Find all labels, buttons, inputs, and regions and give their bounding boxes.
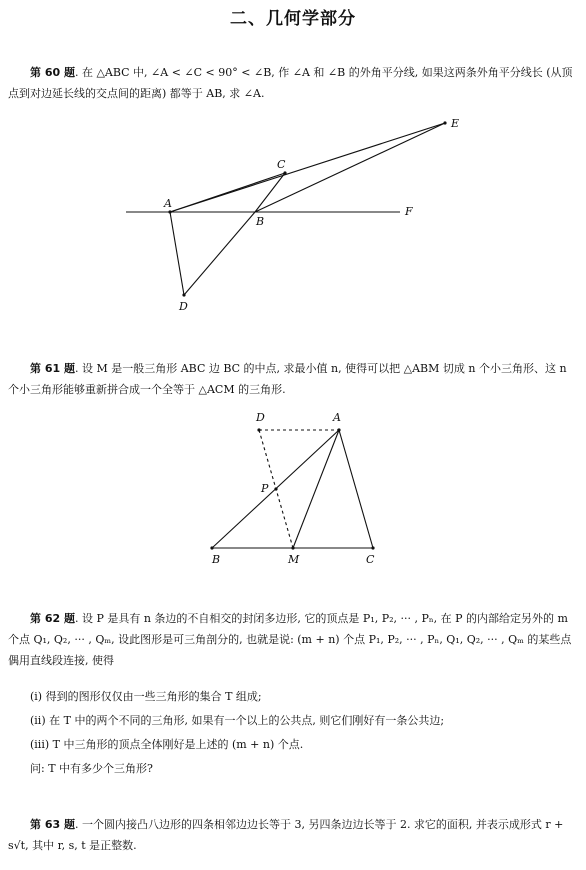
label-F: F	[405, 205, 413, 218]
problem-61	[8, 358, 578, 400]
problem-62-number: 第 62 题	[30, 612, 75, 625]
problem-63	[8, 814, 578, 856]
problem-61-number: 第 61 题	[30, 362, 75, 375]
problem-60-number: 第 60 题	[30, 66, 75, 79]
label-C: C	[277, 158, 286, 171]
label-B2: B	[212, 553, 221, 566]
point-E	[443, 121, 446, 124]
label-A: A	[164, 197, 172, 210]
segment-AD	[170, 212, 184, 295]
problem-62-question: 问: T 中有多少个三角形?	[30, 762, 153, 775]
label-C2: C	[366, 553, 375, 566]
point-C2	[371, 546, 374, 549]
problem-63-text: . 一个圆内接凸八边形的四条相邻边边长等于 3, 另四条边边长等于 2. 求它的面积, 并表示成形式 r + s√t, 其中 r, s, t 是正整数.	[8, 818, 564, 852]
label-P: P	[261, 482, 269, 495]
label-D2: D	[256, 411, 265, 424]
segment-AM	[293, 430, 339, 548]
point-C	[283, 171, 286, 174]
segment-CB	[255, 173, 285, 212]
label-M: M	[288, 553, 300, 566]
segment-AC2	[339, 430, 373, 548]
point-A	[168, 210, 171, 213]
problem-62-item-3: (iii) T 中三角形的顶点全体刚好是上述的 (m + n) 个点.	[30, 738, 304, 751]
problem-62-item-2: (ii) 在 T 中的两个不同的三角形, 如果有一个以上的公共点, 则它们刚好有一条公共边;	[30, 714, 445, 727]
segment-AE	[170, 123, 445, 212]
point-D2	[257, 428, 260, 431]
problem-63-number: 第 63 题	[30, 818, 75, 831]
label-A2: A	[333, 411, 341, 424]
problem-61-text: . 设 M 是一般三角形 ABC 边 BC 的中点, 求最小值 n, 使得可以把 △ABM 切成 n 个小三角形、这 n 个小三角形能够重新拼合成一个全等于 △ACM 的三角形.	[8, 362, 567, 396]
problem-62-text: . 设 P 是具有 n 条边的不自相交的封闭多边形, 它的顶点是 P₁, P₂, ··· , Pₙ, 在 P 的内部给定另外的 m 个点 Q₁, Q₂, ··· , Qₘ, 设此图形是可三角剖分的, 也就是说: (m + n) 个点 P₁, P₂, ··· , Pₙ, Q₁, Q₂, ··· , Qₘ 的某些点偶用直线段连接, 使得	[8, 612, 572, 667]
section-title: 二、几何学部分	[230, 9, 356, 29]
point-B2	[210, 546, 213, 549]
label-E: E	[451, 117, 460, 130]
point-P	[274, 487, 277, 490]
point-M	[291, 546, 294, 549]
point-A2	[337, 428, 340, 431]
label-B: B	[256, 215, 265, 228]
problem-62-item-1: (i) 得到的图形仅仅由一些三角形的集合 T 组成;	[30, 690, 262, 703]
problem-62	[8, 608, 578, 671]
point-D	[182, 293, 185, 296]
problem-60-text: . 在 △ABC 中, ∠A < ∠C < 90° < ∠B, 作 ∠A 和 ∠B 的外角平分线, 如果这两条外角平分线长 (从顶点到对边延长线的交点间的距离) 都等于 AB, 求 ∠A.	[8, 66, 573, 100]
segment-BD	[184, 212, 255, 295]
label-D: D	[179, 300, 188, 313]
